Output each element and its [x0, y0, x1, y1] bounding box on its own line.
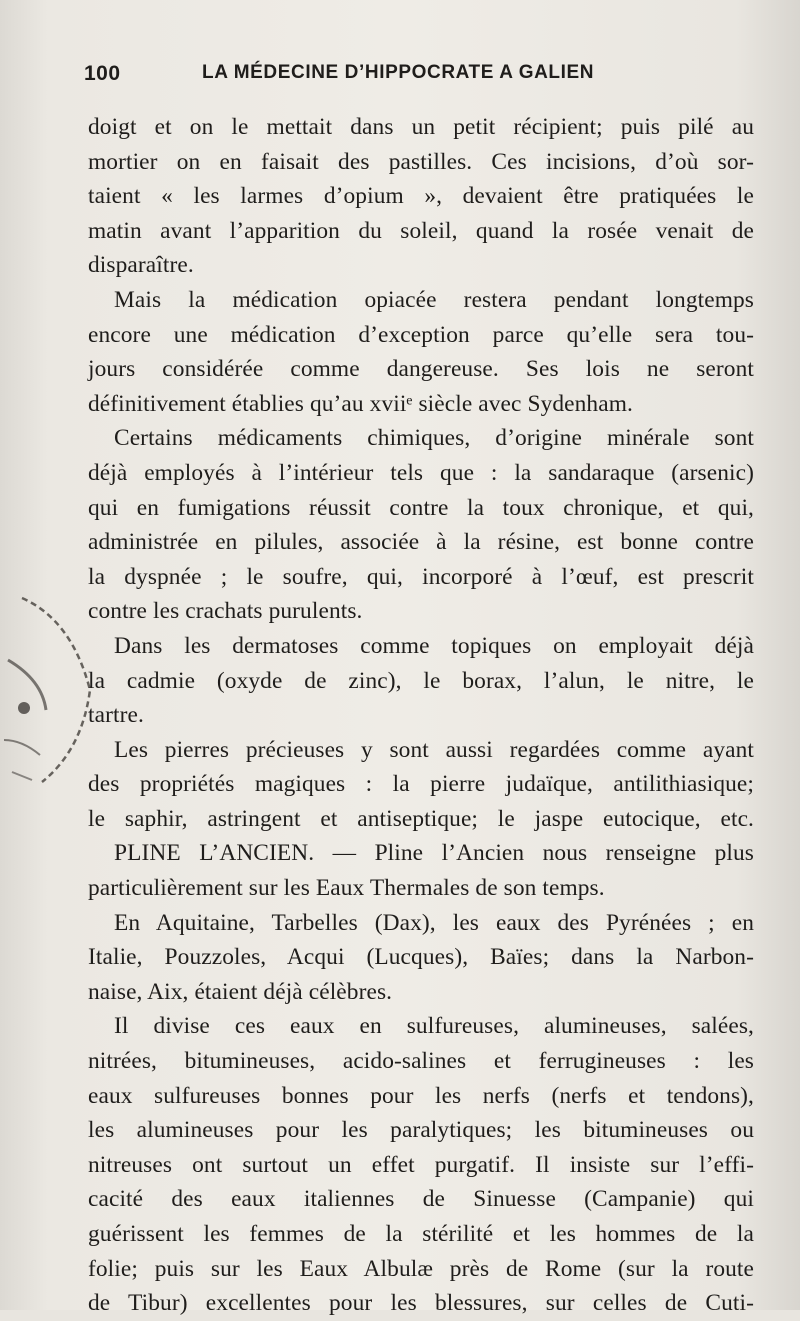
text-line: Mais la médication opiacée restera pendant longtemps [114, 286, 754, 313]
text-line: contre les crachats purulents. [88, 598, 363, 625]
text-line: des propriétés magiques : la pierre judaïque, antilithiasique; [88, 771, 754, 798]
page-header [84, 62, 754, 92]
text-line: déjà employés à l’intérieur tels que : la sandaraque (arsenic) [88, 459, 754, 486]
text-line: mortier on en faisait des pastilles. Ces incisions, d’où sor- [88, 148, 754, 175]
body-text [88, 110, 754, 1321]
text-line: qui en fumigations réussit contre la toux chronique, et qui, [88, 494, 754, 521]
page-number: 100 [84, 62, 121, 85]
text-line: nitrées, bitumineuses, acido-salines et ferrugineuses : les [88, 1048, 754, 1075]
text-line: eaux sulfureuses bonnes pour les nerfs (nerfs et tendons), [88, 1082, 754, 1109]
text-line: tartre. [88, 702, 144, 729]
text-line: encore une médication d’exception parce qu’elle sera tou- [88, 321, 754, 348]
text-line: doigt et on le mettait dans un petit récipient; puis pilé au [88, 114, 754, 140]
text-line: particulièrement sur les Eaux Thermales de son temps. [88, 875, 605, 902]
text-line: Certains médicaments chimiques, d’origine minérale sont [114, 425, 754, 452]
library-stamp-graphic [2, 590, 94, 790]
text-line: folie; puis sur les Eaux Albulæ près de Rome (sur la route [88, 1255, 754, 1282]
text-line: définitivement établies qu’au xviiᵉ siècle avec Sydenham. [88, 390, 633, 417]
text-line: PLINE L’ANCIEN. — Pline l’Ancien nous renseigne plus [114, 840, 754, 867]
text-line: Dans les dermatoses comme topiques on employait déjà [114, 632, 754, 659]
text-line: la dyspnée ; le soufre, qui, incorporé à l’œuf, est prescrit [88, 563, 754, 590]
running-title: LA MÉDECINE D’HIPPOCRATE A GALIEN [202, 62, 595, 83]
text-line: En Aquitaine, Tarbelles (Dax), les eaux des Pyrénées ; en [114, 909, 754, 936]
text-line: Il divise ces eaux en sulfureuses, alumineuses, salées, [114, 1013, 754, 1040]
text-line: guérissent les femmes de la stérilité et les hommes de la [88, 1221, 754, 1247]
text-line: naise, Aix, étaient déjà célèbres. [88, 978, 393, 1005]
text-line: le saphir, astringent et antiseptique; le jaspe eutocique, etc. [88, 805, 754, 832]
text-line: administrée en pilules, associée à la résine, est bonne contre [88, 529, 754, 556]
text-line: taient « les larmes d’opium », devaient être pratiquées le [88, 183, 754, 210]
text-line: nitreuses ont surtout un effet purgatif. Il insiste sur l’effi- [88, 1151, 754, 1178]
library-stamp [2, 590, 94, 790]
text-line: matin avant l’apparition du soleil, quand la rosée venait de [88, 217, 754, 244]
text-line: les alumineuses pour les paralytiques; les bitumineuses ou [88, 1117, 754, 1144]
text-line: Les pierres précieuses y sont aussi regardées comme ayant [114, 736, 754, 763]
text-line: Italie, Pouzzoles, Acqui (Lucques), Baïes; dans la Narbon- [88, 944, 754, 971]
text-line: de Tibur) excellentes pour les blessures, sur celles de Cuti- [88, 1290, 754, 1317]
text-line: cacité des eaux italiennes de Sinuesse (Campanie) qui [88, 1186, 754, 1213]
text-line: la cadmie (oxyde de zinc), le borax, l’alun, le nitre, le [88, 667, 754, 694]
text-line: jours considérée comme dangereuse. Ses lois ne seront [88, 356, 754, 383]
text-line: disparaître. [88, 252, 194, 279]
